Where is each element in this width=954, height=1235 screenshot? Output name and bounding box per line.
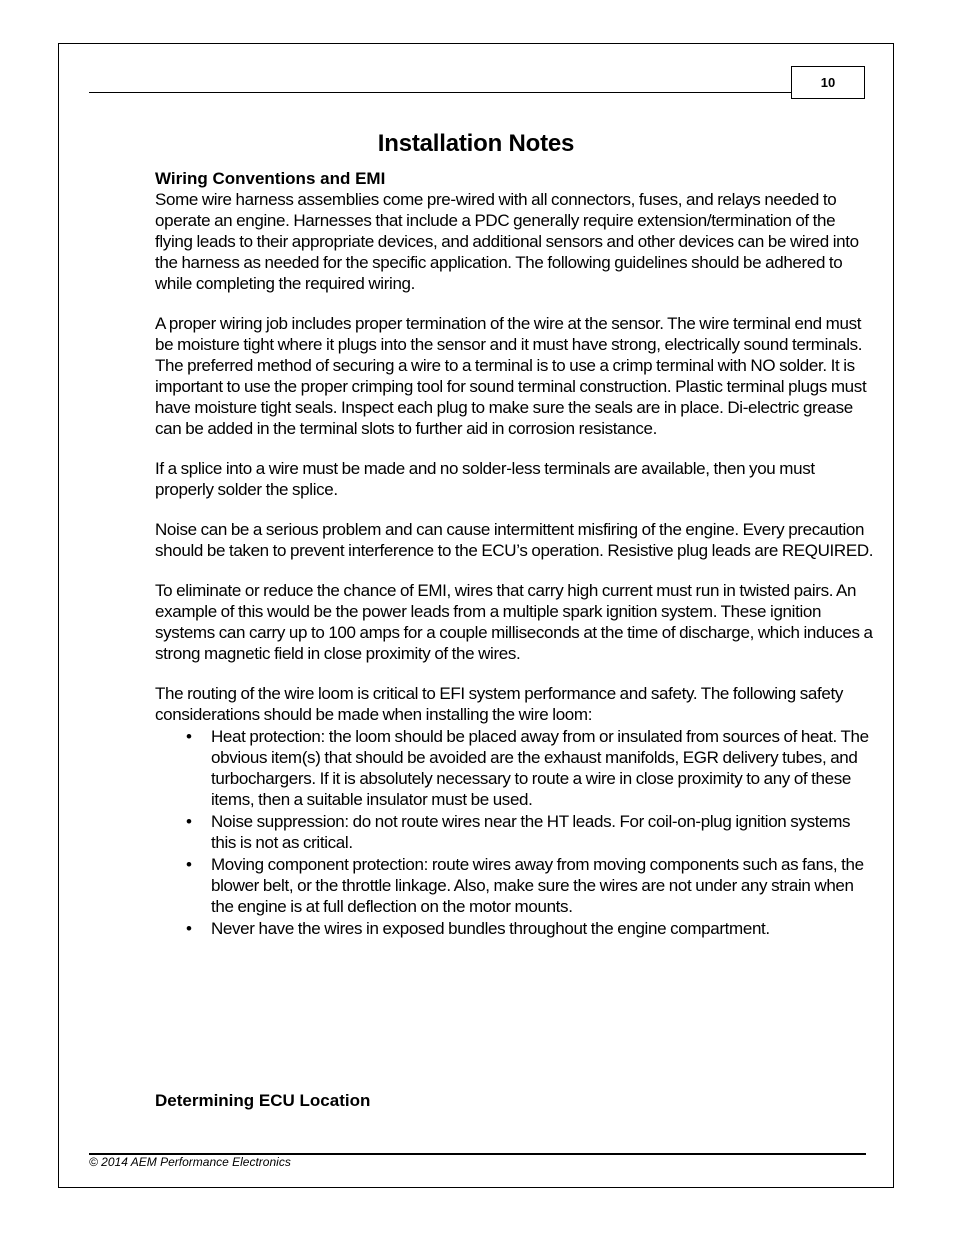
paragraph: If a splice into a wire must be made and no solder-less terminals are available, then you must properly solder the splice. <box>155 459 815 499</box>
bullet-icon: • <box>186 812 192 831</box>
page-number: 10 <box>791 66 865 99</box>
footer-copyright: © 2014 AEM Performance Electronics <box>89 1155 291 1169</box>
bullet-icon: • <box>186 919 192 938</box>
list-item <box>155 918 875 939</box>
paragraph: Noise can be a serious problem and can cause intermittent misfiring of the engine. Every precaution should be taken to prevent interference to the ECU’s operation. Resistive plug leads are REQUIRED. <box>155 520 874 560</box>
safety-considerations-list <box>155 726 875 939</box>
paragraph: To eliminate or reduce the chance of EMI, wires that carry high current must run in twisted pairs. An example of this would be the power leads from a multiple spark ignition system. These ignition systems can carry up to 100 amps for a couple milliseconds at the time of discharge, which induces a strong magnetic field in close proximity of the wires. <box>155 581 873 663</box>
list-item-text: Heat protection: the loom should be placed away from or insulated from sources of heat. The obvious item(s) that should be avoided are the exhaust manifolds, EGR delivery tubes, and turbochargers. If it is absolutely necessary to route a wire in close proximity to any of these items, then a suitable insulator must be used. <box>211 727 869 809</box>
ecu-location-heading: Determining ECU Location <box>155 1091 371 1110</box>
list-item-text: Never have the wires in exposed bundles throughout the engine compartment. <box>211 919 770 938</box>
bullet-icon: • <box>186 855 192 874</box>
paragraph: Some wire harness assemblies come pre-wired with all connectors, fuses, and relays needed to operate an engine. Harnesses that include a PDC generally require extension/termination of the flying leads to their appropriate devices, and additional sensors and other devices can be wired into the harness as needed for the specific application. The following guidelines should be adhered to while completing the required wiring. <box>155 190 859 293</box>
list-item <box>155 854 875 917</box>
paragraph: The routing of the wire loom is critical to EFI system performance and safety. The following safety considerations should be made when installing the wire loom: <box>155 684 844 724</box>
list-item-text: Noise suppression: do not route wires near the HT leads. For coil-on-plug ignition systems this is not as critical. <box>211 812 851 852</box>
list-item <box>155 726 875 810</box>
bullet-icon: • <box>186 727 192 746</box>
section-heading: Wiring Conventions and EMI <box>155 169 386 188</box>
paragraph: A proper wiring job includes proper termination of the wire at the sensor. The wire terminal end must be moisture tight where it plugs into the sensor and it must have strong, electrically sound terminals. The preferred method of securing a wire to a terminal is to use a crimp terminal with NO solder. It is important to use the proper crimping tool for sound terminal construction. Plastic terminal plugs must have moisture tight seals. Inspect each plug to make sure the seals are in place. Di-electric grease can be added in the terminal slots to further aid in corrosion resistance. <box>155 314 867 438</box>
main-content <box>155 130 875 940</box>
list-item-text: Moving component protection: route wires away from moving components such as fans, the blower belt, or the throttle linkage. Also, make sure the wires are not under any strain when the engine is at full deflection on the motor mounts. <box>211 855 864 916</box>
list-item <box>155 811 875 853</box>
page-title: Installation Notes <box>377 130 575 157</box>
header-rule <box>89 92 792 93</box>
